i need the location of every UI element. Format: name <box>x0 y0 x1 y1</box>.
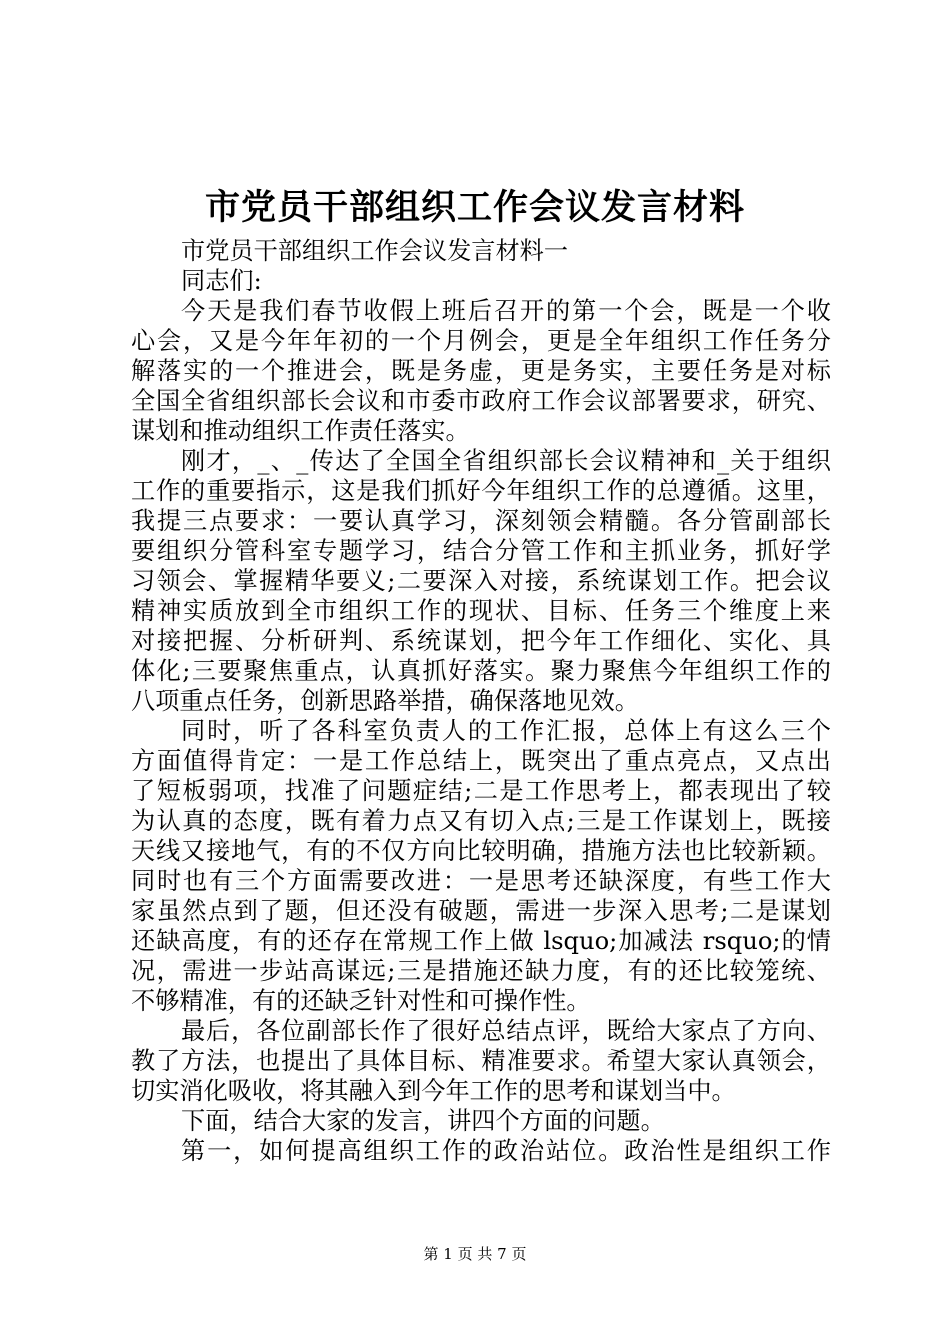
text-line: 方面值得肯定：一是工作总结上，既突出了重点亮点，又点出 <box>131 747 831 775</box>
text-line: 为认真的态度，既有着力点又有切入点;三是工作谋划上，既接 <box>131 807 831 835</box>
text-line: 刚才，_、_传达了全国全省组织部长会议精神和_关于组织 <box>181 447 831 475</box>
text-line: 体化;三要聚焦重点，认真抓好落实。聚力聚焦今年组织工作的 <box>131 657 831 685</box>
text-line: 工作的重要指示，这是我们抓好今年组织工作的总遵循。这里， <box>131 477 831 505</box>
text-line: 同时也有三个方面需要改进：一是思考还缺深度，有些工作大 <box>131 867 831 895</box>
text-line: 心会，又是今年年初的一个月例会，更是全年组织工作任务分 <box>131 327 831 355</box>
text-line: 同志们: <box>181 267 262 295</box>
text-line: 八项重点任务，创新思路举措，确保落地见效。 <box>131 687 639 715</box>
page-number-footer: 第 1 页 共 7 页 <box>423 1245 527 1263</box>
text-line: 了短板弱项，找准了问题症结;二是工作思考上，都表现出了较 <box>131 777 831 805</box>
text-line: 还缺高度，有的还存在常规工作上做 lsquo;加减法 rsquo;的情 <box>131 927 831 955</box>
text-line: 要组织分管科室专题学习，结合分管工作和主抓业务，抓好学 <box>131 537 831 565</box>
text-line: 习领会、掌握精华要义;二要深入对接，系统谋划工作。把会议 <box>131 567 831 595</box>
document-title: 市党员干部组织工作会议发言材料 <box>204 188 745 228</box>
text-line: 天线又接地气，有的不仅方向比较明确，措施方法也比较新颖。 <box>131 837 831 865</box>
text-line: 切实消化吸收，将其融入到今年工作的思考和谋划当中。 <box>131 1077 736 1105</box>
text-line: 家虽然点到了题，但还没有破题，需进一步深入思考;二是谋划 <box>131 897 831 925</box>
text-line: 最后，各位副部长作了很好总结点评，既给大家点了方向、 <box>181 1017 831 1045</box>
text-line: 精神实质放到全市组织工作的现状、目标、任务三个维度上来 <box>131 597 831 625</box>
text-line: 同时，听了各科室负责人的工作汇报，总体上有这么三个 <box>181 717 831 745</box>
text-line: 全国全省组织部长会议和市委市政府工作会议部署要求，研究、 <box>131 387 831 415</box>
text-line: 对接把握、分析研判、系统谋划，把今年工作细化、实化、具 <box>131 627 831 655</box>
text-line: 今天是我们春节收假上班后召开的第一个会，既是一个收 <box>181 297 831 325</box>
text-line: 我提三点要求：一要认真学习，深刻领会精髓。各分管副部长 <box>131 507 831 535</box>
text-line: 况，需进一步站高谋远;三是措施还缺力度，有的还比较笼统、 <box>131 957 831 985</box>
text-line: 第一，如何提高组织工作的政治站位。政治性是组织工作 <box>181 1137 831 1165</box>
text-line: 市党员干部组织工作会议发言材料一 <box>181 237 569 265</box>
text-line: 谋划和推动组织工作责任落实。 <box>131 417 470 445</box>
text-line: 下面，结合大家的发言，讲四个方面的问题。 <box>181 1107 665 1135</box>
document-body <box>131 236 831 1166</box>
text-line: 不够精准，有的还缺乏针对性和可操作性。 <box>131 987 591 1015</box>
text-line: 教了方法，也提出了具体目标、精准要求。希望大家认真领会， <box>131 1047 831 1075</box>
text-line: 解落实的一个推进会，既是务虚，更是务实，主要任务是对标 <box>131 357 831 385</box>
